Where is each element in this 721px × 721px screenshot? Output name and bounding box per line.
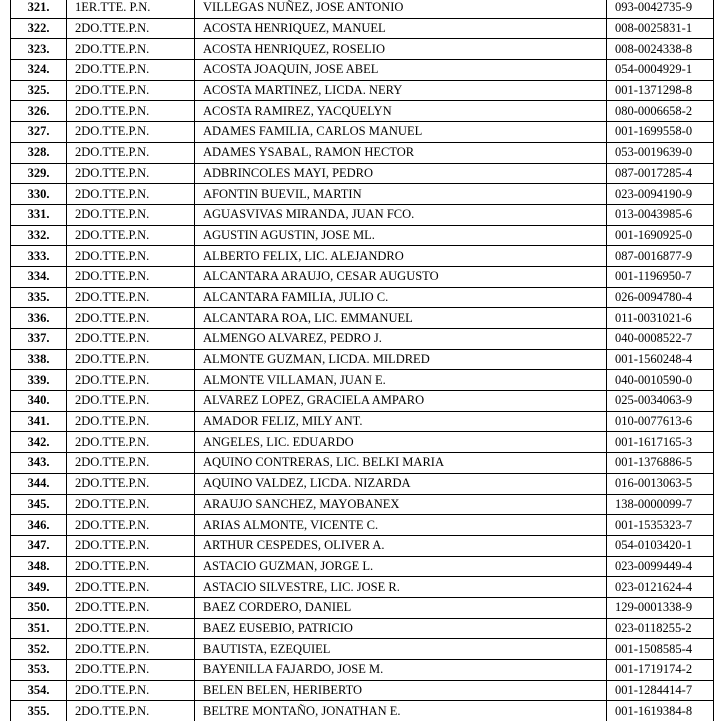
table-row bbox=[11, 597, 714, 618]
table-row bbox=[11, 515, 714, 536]
row-number: 331. bbox=[11, 204, 67, 225]
cedula-cell: 008-0025831-1 bbox=[607, 18, 714, 39]
rank-cell: 2DO.TTE.P.N. bbox=[67, 453, 195, 474]
cedula-cell: 023-0121624-4 bbox=[607, 577, 714, 598]
name-cell: BAUTISTA, EZEQUIEL bbox=[195, 639, 607, 660]
row-number: 344. bbox=[11, 473, 67, 494]
row-number: 337. bbox=[11, 329, 67, 350]
table-row bbox=[11, 287, 714, 308]
table-row bbox=[11, 101, 714, 122]
name-cell: ACOSTA MARTINEZ, LICDA. NERY bbox=[195, 80, 607, 101]
cedula-cell: 001-1617165-3 bbox=[607, 432, 714, 453]
rank-cell: 2DO.TTE.P.N. bbox=[67, 184, 195, 205]
row-number: 322. bbox=[11, 18, 67, 39]
name-cell: BAEZ EUSEBIO, PATRICIO bbox=[195, 618, 607, 639]
rank-cell: 2DO.TTE.P.N. bbox=[67, 432, 195, 453]
row-number: 329. bbox=[11, 163, 67, 184]
cedula-cell: 001-1284414-7 bbox=[607, 680, 714, 701]
cedula-cell: 053-0019639-0 bbox=[607, 142, 714, 163]
rank-cell: 2DO.TTE.P.N. bbox=[67, 391, 195, 412]
name-cell: ACOSTA RAMIREZ, YACQUELYN bbox=[195, 101, 607, 122]
row-number: 340. bbox=[11, 391, 67, 412]
table-row bbox=[11, 453, 714, 474]
name-cell: AGUASVIVAS MIRANDA, JUAN FCO. bbox=[195, 204, 607, 225]
table-row bbox=[11, 660, 714, 681]
roster-table-body bbox=[11, 0, 714, 721]
rank-cell: 2DO.TTE.P.N. bbox=[67, 473, 195, 494]
rank-cell: 2DO.TTE.P.N. bbox=[67, 122, 195, 143]
rank-cell: 2DO.TTE.P.N. bbox=[67, 225, 195, 246]
table-row bbox=[11, 473, 714, 494]
name-cell: BAEZ CORDERO, DANIEL bbox=[195, 597, 607, 618]
name-cell: ALCANTARA ARAUJO, CESAR AUGUSTO bbox=[195, 266, 607, 287]
rank-cell: 2DO.TTE.P.N. bbox=[67, 204, 195, 225]
row-number: 349. bbox=[11, 577, 67, 598]
table-row bbox=[11, 535, 714, 556]
name-cell: AQUINO CONTRERAS, LIC. BELKI MARIA bbox=[195, 453, 607, 474]
name-cell: ARTHUR CESPEDES, OLIVER A. bbox=[195, 535, 607, 556]
row-number: 335. bbox=[11, 287, 67, 308]
name-cell: BAYENILLA FAJARDO, JOSE M. bbox=[195, 660, 607, 681]
cedula-cell: 040-0010590-0 bbox=[607, 370, 714, 391]
row-number: 325. bbox=[11, 80, 67, 101]
table-row bbox=[11, 18, 714, 39]
name-cell: ARIAS ALMONTE, VICENTE C. bbox=[195, 515, 607, 536]
row-number: 345. bbox=[11, 494, 67, 515]
table-row bbox=[11, 680, 714, 701]
name-cell: ACOSTA HENRIQUEZ, MANUEL bbox=[195, 18, 607, 39]
table-row bbox=[11, 122, 714, 143]
table-row bbox=[11, 39, 714, 60]
row-number: 326. bbox=[11, 101, 67, 122]
rank-cell: 2DO.TTE.P.N. bbox=[67, 60, 195, 81]
rank-cell: 2DO.TTE.P.N. bbox=[67, 349, 195, 370]
cedula-cell: 054-0004929-1 bbox=[607, 60, 714, 81]
table-row bbox=[11, 329, 714, 350]
row-number: 328. bbox=[11, 142, 67, 163]
cedula-cell: 023-0118255-2 bbox=[607, 618, 714, 639]
cedula-cell: 001-1699558-0 bbox=[607, 122, 714, 143]
row-number: 343. bbox=[11, 453, 67, 474]
name-cell: ALMENGO ALVAREZ, PEDRO J. bbox=[195, 329, 607, 350]
rank-cell: 2DO.TTE.P.N. bbox=[67, 329, 195, 350]
table-row bbox=[11, 225, 714, 246]
name-cell: ADBRINCOLES MAYI, PEDRO bbox=[195, 163, 607, 184]
table-row bbox=[11, 618, 714, 639]
row-number: 354. bbox=[11, 680, 67, 701]
table-row bbox=[11, 266, 714, 287]
row-number: 332. bbox=[11, 225, 67, 246]
cedula-cell: 001-1535323-7 bbox=[607, 515, 714, 536]
name-cell: ANGELES, LIC. EDUARDO bbox=[195, 432, 607, 453]
table-row bbox=[11, 204, 714, 225]
cedula-cell: 013-0043985-6 bbox=[607, 204, 714, 225]
cedula-cell: 129-0001338-9 bbox=[607, 597, 714, 618]
table-row bbox=[11, 577, 714, 598]
name-cell: BELEN BELEN, HERIBERTO bbox=[195, 680, 607, 701]
table-row bbox=[11, 370, 714, 391]
row-number: 350. bbox=[11, 597, 67, 618]
rank-cell: 2DO.TTE.P.N. bbox=[67, 308, 195, 329]
row-number: 323. bbox=[11, 39, 67, 60]
table-row bbox=[11, 246, 714, 267]
table-row bbox=[11, 184, 714, 205]
cedula-cell: 001-1508585-4 bbox=[607, 639, 714, 660]
rank-cell: 2DO.TTE.P.N. bbox=[67, 142, 195, 163]
rank-cell: 1ER.TTE. P.N. bbox=[67, 0, 195, 18]
table-row bbox=[11, 639, 714, 660]
cedula-cell: 087-0017285-4 bbox=[607, 163, 714, 184]
rank-cell: 2DO.TTE.P.N. bbox=[67, 39, 195, 60]
rank-cell: 2DO.TTE.P.N. bbox=[67, 660, 195, 681]
cedula-cell: 023-0099449-4 bbox=[607, 556, 714, 577]
cedula-cell: 093-0042735-9 bbox=[607, 0, 714, 18]
rank-cell: 2DO.TTE.P.N. bbox=[67, 597, 195, 618]
name-cell: ASTACIO SILVESTRE, LIC. JOSE R. bbox=[195, 577, 607, 598]
row-number: 330. bbox=[11, 184, 67, 205]
name-cell: ADAMES YSABAL, RAMON HECTOR bbox=[195, 142, 607, 163]
row-number: 334. bbox=[11, 266, 67, 287]
table-row bbox=[11, 391, 714, 412]
cedula-cell: 011-0031021-6 bbox=[607, 308, 714, 329]
row-number: 333. bbox=[11, 246, 67, 267]
table-row bbox=[11, 701, 714, 721]
rank-cell: 2DO.TTE.P.N. bbox=[67, 266, 195, 287]
cedula-cell: 025-0034063-9 bbox=[607, 391, 714, 412]
table-row bbox=[11, 349, 714, 370]
rank-cell: 2DO.TTE.P.N. bbox=[67, 639, 195, 660]
rank-cell: 2DO.TTE.P.N. bbox=[67, 535, 195, 556]
cedula-cell: 087-0016877-9 bbox=[607, 246, 714, 267]
cedula-cell: 001-1196950-7 bbox=[607, 266, 714, 287]
cedula-cell: 001-1619384-8 bbox=[607, 701, 714, 721]
rank-cell: 2DO.TTE.P.N. bbox=[67, 287, 195, 308]
cedula-cell: 016-0013063-5 bbox=[607, 473, 714, 494]
rank-cell: 2DO.TTE.P.N. bbox=[67, 680, 195, 701]
name-cell: ALMONTE VILLAMAN, JUAN E. bbox=[195, 370, 607, 391]
cedula-cell: 010-0077613-6 bbox=[607, 411, 714, 432]
name-cell: ALCANTARA ROA, LIC. EMMANUEL bbox=[195, 308, 607, 329]
cedula-cell: 054-0103420-1 bbox=[607, 535, 714, 556]
cedula-cell: 026-0094780-4 bbox=[607, 287, 714, 308]
roster-table bbox=[10, 0, 714, 721]
row-number: 321. bbox=[11, 0, 67, 18]
table-row bbox=[11, 494, 714, 515]
table-row bbox=[11, 411, 714, 432]
cedula-cell: 023-0094190-9 bbox=[607, 184, 714, 205]
table-row bbox=[11, 556, 714, 577]
table-row bbox=[11, 60, 714, 81]
table-row bbox=[11, 142, 714, 163]
name-cell: AMADOR FELIZ, MILY ANT. bbox=[195, 411, 607, 432]
rank-cell: 2DO.TTE.P.N. bbox=[67, 370, 195, 391]
name-cell: AFONTIN BUEVIL, MARTIN bbox=[195, 184, 607, 205]
cedula-cell: 138-0000099-7 bbox=[607, 494, 714, 515]
rank-cell: 2DO.TTE.P.N. bbox=[67, 163, 195, 184]
name-cell: ALBERTO FELIX, LIC. ALEJANDRO bbox=[195, 246, 607, 267]
name-cell: BELTRE MONTAÑO, JONATHAN E. bbox=[195, 701, 607, 721]
name-cell: VILLEGAS NUÑEZ, JOSE ANTONIO bbox=[195, 0, 607, 18]
row-number: 341. bbox=[11, 411, 67, 432]
name-cell: ALMONTE GUZMAN, LICDA. MILDRED bbox=[195, 349, 607, 370]
rank-cell: 2DO.TTE.P.N. bbox=[67, 246, 195, 267]
row-number: 342. bbox=[11, 432, 67, 453]
name-cell: AGUSTIN AGUSTIN, JOSE ML. bbox=[195, 225, 607, 246]
row-number: 347. bbox=[11, 535, 67, 556]
row-number: 336. bbox=[11, 308, 67, 329]
rank-cell: 2DO.TTE.P.N. bbox=[67, 618, 195, 639]
name-cell: ALCANTARA FAMILIA, JULIO C. bbox=[195, 287, 607, 308]
row-number: 355. bbox=[11, 701, 67, 721]
cedula-cell: 001-1376886-5 bbox=[607, 453, 714, 474]
rank-cell: 2DO.TTE.P.N. bbox=[67, 80, 195, 101]
row-number: 346. bbox=[11, 515, 67, 536]
rank-cell: 2DO.TTE.P.N. bbox=[67, 556, 195, 577]
table-row bbox=[11, 80, 714, 101]
row-number: 338. bbox=[11, 349, 67, 370]
name-cell: ARAUJO SANCHEZ, MAYOBANEX bbox=[195, 494, 607, 515]
cedula-cell: 080-0006658-2 bbox=[607, 101, 714, 122]
name-cell: ASTACIO GUZMAN, JORGE L. bbox=[195, 556, 607, 577]
rank-cell: 2DO.TTE.P.N. bbox=[67, 701, 195, 721]
row-number: 324. bbox=[11, 60, 67, 81]
row-number: 353. bbox=[11, 660, 67, 681]
name-cell: AQUINO VALDEZ, LICDA. NIZARDA bbox=[195, 473, 607, 494]
row-number: 352. bbox=[11, 639, 67, 660]
row-number: 339. bbox=[11, 370, 67, 391]
rank-cell: 2DO.TTE.P.N. bbox=[67, 101, 195, 122]
table-row bbox=[11, 432, 714, 453]
table-row bbox=[11, 163, 714, 184]
cedula-cell: 001-1371298-8 bbox=[607, 80, 714, 101]
name-cell: ALVAREZ LOPEZ, GRACIELA AMPARO bbox=[195, 391, 607, 412]
row-number: 351. bbox=[11, 618, 67, 639]
rank-cell: 2DO.TTE.P.N. bbox=[67, 494, 195, 515]
row-number: 327. bbox=[11, 122, 67, 143]
cedula-cell: 001-1719174-2 bbox=[607, 660, 714, 681]
name-cell: ACOSTA HENRIQUEZ, ROSELIO bbox=[195, 39, 607, 60]
cedula-cell: 001-1690925-0 bbox=[607, 225, 714, 246]
table-row bbox=[11, 308, 714, 329]
rank-cell: 2DO.TTE.P.N. bbox=[67, 411, 195, 432]
name-cell: ADAMES FAMILIA, CARLOS MANUEL bbox=[195, 122, 607, 143]
rank-cell: 2DO.TTE.P.N. bbox=[67, 18, 195, 39]
cedula-cell: 001-1560248-4 bbox=[607, 349, 714, 370]
name-cell: ACOSTA JOAQUIN, JOSE ABEL bbox=[195, 60, 607, 81]
row-number: 348. bbox=[11, 556, 67, 577]
rank-cell: 2DO.TTE.P.N. bbox=[67, 515, 195, 536]
table-row bbox=[11, 0, 714, 18]
rank-cell: 2DO.TTE.P.N. bbox=[67, 577, 195, 598]
cedula-cell: 040-0008522-7 bbox=[607, 329, 714, 350]
cedula-cell: 008-0024338-8 bbox=[607, 39, 714, 60]
